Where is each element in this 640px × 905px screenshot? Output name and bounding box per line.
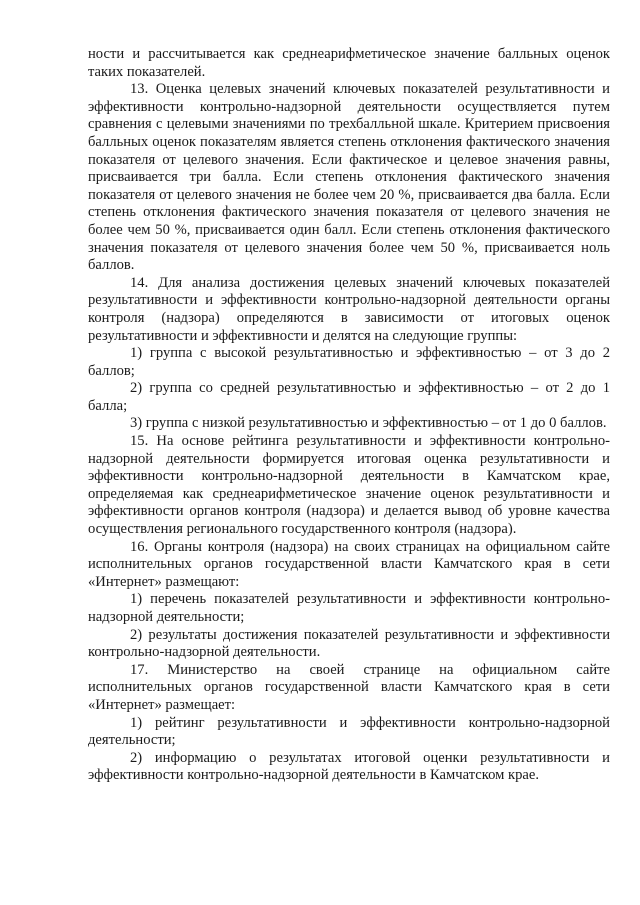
paragraph-continuation: ности и рассчитывается как среднеарифметическое значение балльных оценок таких показателей.: [88, 46, 610, 80]
paragraph-17: 17. Министерство на своей странице на официальном сайте исполнительных органов государственной власти Камчатского края в сети «Интернет» размещает:: [88, 661, 610, 713]
document-body: [88, 46, 610, 785]
list-item-indicator-results: 2) результаты достижения показателей результативности и эффективности контрольно-надзорной деятельности.: [88, 626, 610, 661]
list-item-indicator-list: 1) перечень показателей результативности и эффективности контрольно-надзорной деятельности;: [88, 591, 610, 625]
paragraph-13: 13. Оценка целевых значений ключевых показателей результативности и эффективности контрольно-надзорной деятельности осуществляется путем сравнения с целевыми значениями по трехбалльной шкале. Критерием присвоения балльных оценок показателям является степень отклонения фактического значения показателя от целевого значения. Если фактическое и целевое значения равны, присваивается три балла. Если степень отклонения фактического значения показателя от целевого значения не более чем 20 %, присваивается два балла. Если степень отклонения фактического значения показателя от целевого значения не более чем 50 %, присваивается один балл. Если степень отклонения фактического значения показателя от целевого значения более чем 50 %, присваивается ноль баллов.: [88, 81, 610, 274]
paragraph-16: 16. Органы контроля (надзора) на своих страницах на официальном сайте исполнительных органов государственной власти Камчатского края в сети «Интернет» размещают:: [88, 538, 610, 590]
list-item-rating: 1) рейтинг результативности и эффективности контрольно-надзорной деятельности;: [88, 714, 610, 749]
list-item-group-high: 1) группа с высокой результативностью и эффективностью – от 3 до 2 баллов;: [88, 345, 610, 379]
list-item-group-medium: 2) группа со средней результативностью и эффективностью – от 2 до 1 балла;: [88, 380, 610, 414]
paragraph-14: 14. Для анализа достижения целевых значений ключевых показателей результативности и эффективности контрольно-надзорной деятельности органы контроля (надзора) определяются в зависимости от итоговых оценок результативности и эффективности и делятся на следующие группы:: [88, 274, 610, 344]
paragraph-15: 15. На основе рейтинга результативности и эффективности контрольно-надзорной деятельности формируется итоговая оценка результативности и эффективности контрольно-надзорной деятельности в Камчатском крае, определяемая как среднеарифметическое значение оценок результативности и эффективности органов контроля (надзора) и делается вывод об уровне качества осуществления регионального государственного контроля (надзора).: [88, 433, 610, 538]
list-item-group-low: 3) группа с низкой результативностью и эффективностью – от 1 до 0 баллов.: [130, 415, 607, 432]
list-item-final-assessment: 2) информацию о результатах итоговой оценки результативности и эффективности контрольно-надзорной деятельности в Камчатском крае.: [88, 749, 610, 784]
